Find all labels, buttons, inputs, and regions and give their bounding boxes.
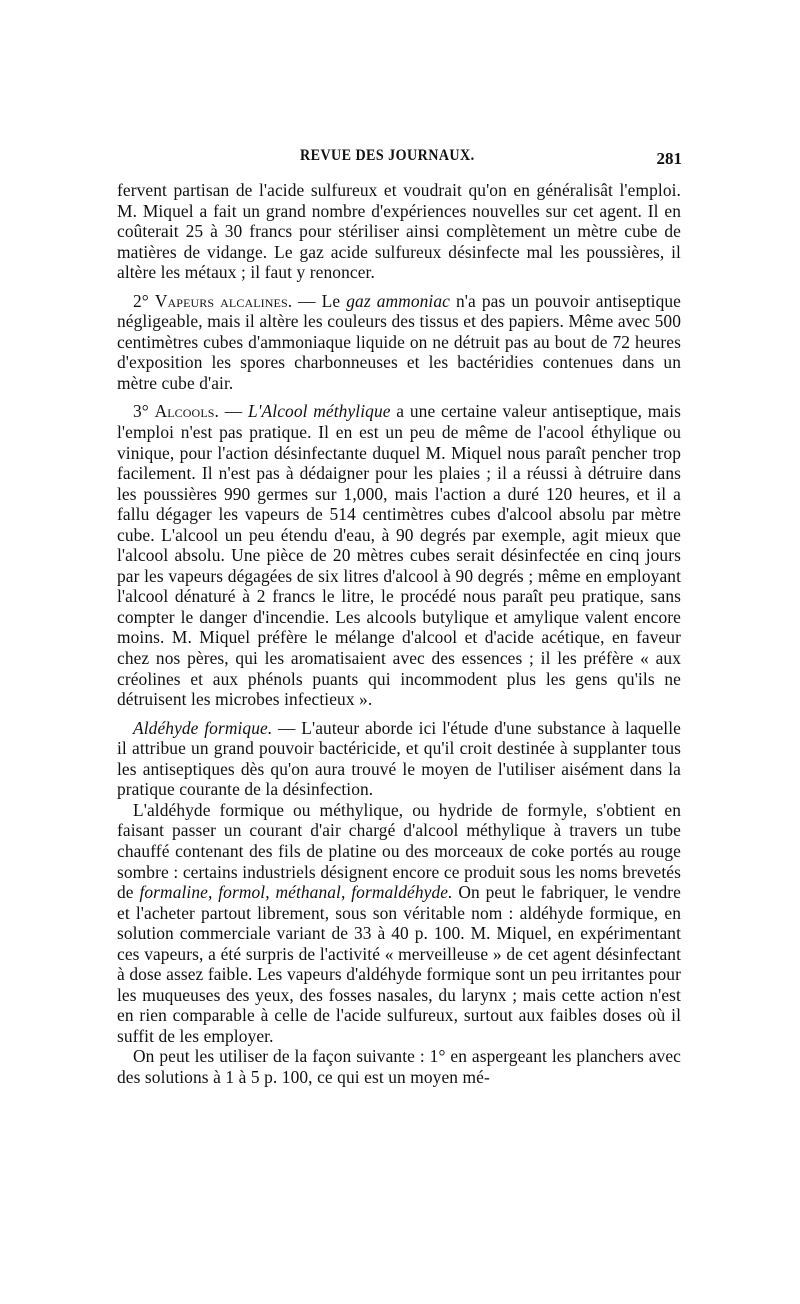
- section-heading: Aldéhyde formique.: [133, 717, 273, 738]
- paragraph-text: On peut les utiliser de la façon suivante : 1° en aspergeant les planchers avec des solutions à 1 à 5 p. 100, ce qui est un moyen mé-: [117, 1046, 681, 1087]
- paragraph-aldehyde-description: [117, 800, 681, 1047]
- section-number: 2°: [133, 290, 149, 311]
- emphasis-term: L'Alcool méthylique: [247, 401, 391, 422]
- running-title: REVUE DES JOURNAUX.: [300, 147, 475, 164]
- page-header: [130, 147, 682, 169]
- section-heading: Vapeurs alcalines.: [154, 290, 293, 311]
- paragraph-alcools: [117, 401, 681, 709]
- paragraph-text: a une certaine valeur antiseptique, mais l'emploi n'est pas pratique. Il en est un peu de même de l'acool éthylique ou vinique, pour l'action désinfectante duquel M. Miquel nous paraît pencher trop facilement. Il n'est pas à dédaigner pour les plaies ; il a réussi à détruire dans les poussières 990 germes sur 1,000, mais l'action a duré 120 heures, et il a fallu dégager les vapeurs de 514 centimètres cubes d'alcool absolu par mètre cube. L'alcool un peu étendu d'eau, à 90 degrés par exemple, agit mieux que l'alcool absolu. Une pièce de 20 mètres cubes serait désinfectée en cinq jours par les vapeurs dégagées de six litres d'alcool à 90 degrés ; même en employant l'alcool dénaturé à 2 francs le litre, le procédé nous paraît peu pratique, sans compter le danger d'incendie. Les alcools butylique et amylique valent encore moins. M. Miquel préfère le mélange d'alcool et d'acide acétique, en faveur chez nos pères, qui les aromatisaient avec des essences ; il les préfère « aux créolines et aux phénols puants qui incommodent plus les gens qu'ils ne détruisent les microbes infectieux ».: [117, 401, 681, 710]
- paragraph-text: —: [218, 401, 248, 422]
- section-number: 3°: [133, 401, 149, 422]
- emphasis-term: gaz ammoniac: [346, 290, 450, 311]
- paragraph-sulfureux-continuation: [117, 180, 681, 283]
- paragraph-text: L'aldéhyde formique ou méthylique, ou hydride de formyle, s'obtient en faisant passer un courant d'air chargé d'alcool méthylique à travers un tube chauffé contenant des fils de platine ou des morceaux de coke portés au rouge sombre : certains industriels désignent encore ce produit sous les noms brevetés de: [117, 799, 681, 903]
- paragraph-text: — L'auteur aborde ici l'étude d'une substance à laquelle il attribue un grand pouvoir bactéricide, et qu'il croit destinée à supplanter tous les antiseptiques dès qu'on aura trouvé le moyen de l'utiliser aisément dans la pratique courante de la désinfection.: [117, 717, 681, 800]
- page-number: 281: [656, 149, 682, 168]
- article-body: [117, 180, 681, 1088]
- emphasis-term: formaline, formol, méthanal, formaldéhyde.: [139, 882, 453, 903]
- paragraph-text: fervent partisan de l'acide sulfureux et voudrait qu'on en généralisât l'emploi. M. Miquel a fait un grand nombre d'expériences nouvelles sur cet agent. Il en coûterait 25 à 30 francs pour stériliser ainsi complètement un mètre cube de matières de vidange. Le gaz acide sulfureux désinfecte mal les poussières, il altère les métaux ; il faut y renoncer.: [117, 180, 681, 283]
- paragraph-text: On peut le fabriquer, le vendre et l'acheter partout librement, sous son véritable nom : aldéhyde formique, en solution commerciale variant de 33 à 40 p. 100. M. Miquel, en expérimentant ces vapeurs, a été surpris de l'activité « merveilleuse » de cet agent désinfectant à dose assez faible. Les vapeurs d'aldéhyde formique sont un peu irritantes pour les muqueuses des yeux, des fosses nasales, du larynx ; mais cette action n'est en rien comparable à celle de l'acide sulfureux, surtout aux faibles doses où il suffit de les employer.: [117, 882, 682, 1046]
- paragraph-text: n'a pas un pouvoir antiseptique négligeable, mais il altère les couleurs des tissus et des papiers. Même avec 500 centimètres cubes d'ammoniaque liquide on ne détruit pas au bout de 72 heures d'exposition les spores charbonneuses et les bactéridies contenues dans un mètre cube d'air.: [117, 290, 681, 393]
- paragraph-vapeurs-alcalines: [117, 291, 681, 394]
- paragraph-aldehyde-formique: [117, 718, 681, 800]
- paragraph-text: — Le: [292, 290, 347, 311]
- section-heading: Alcools.: [154, 401, 219, 422]
- paragraph-usage: [117, 1046, 681, 1087]
